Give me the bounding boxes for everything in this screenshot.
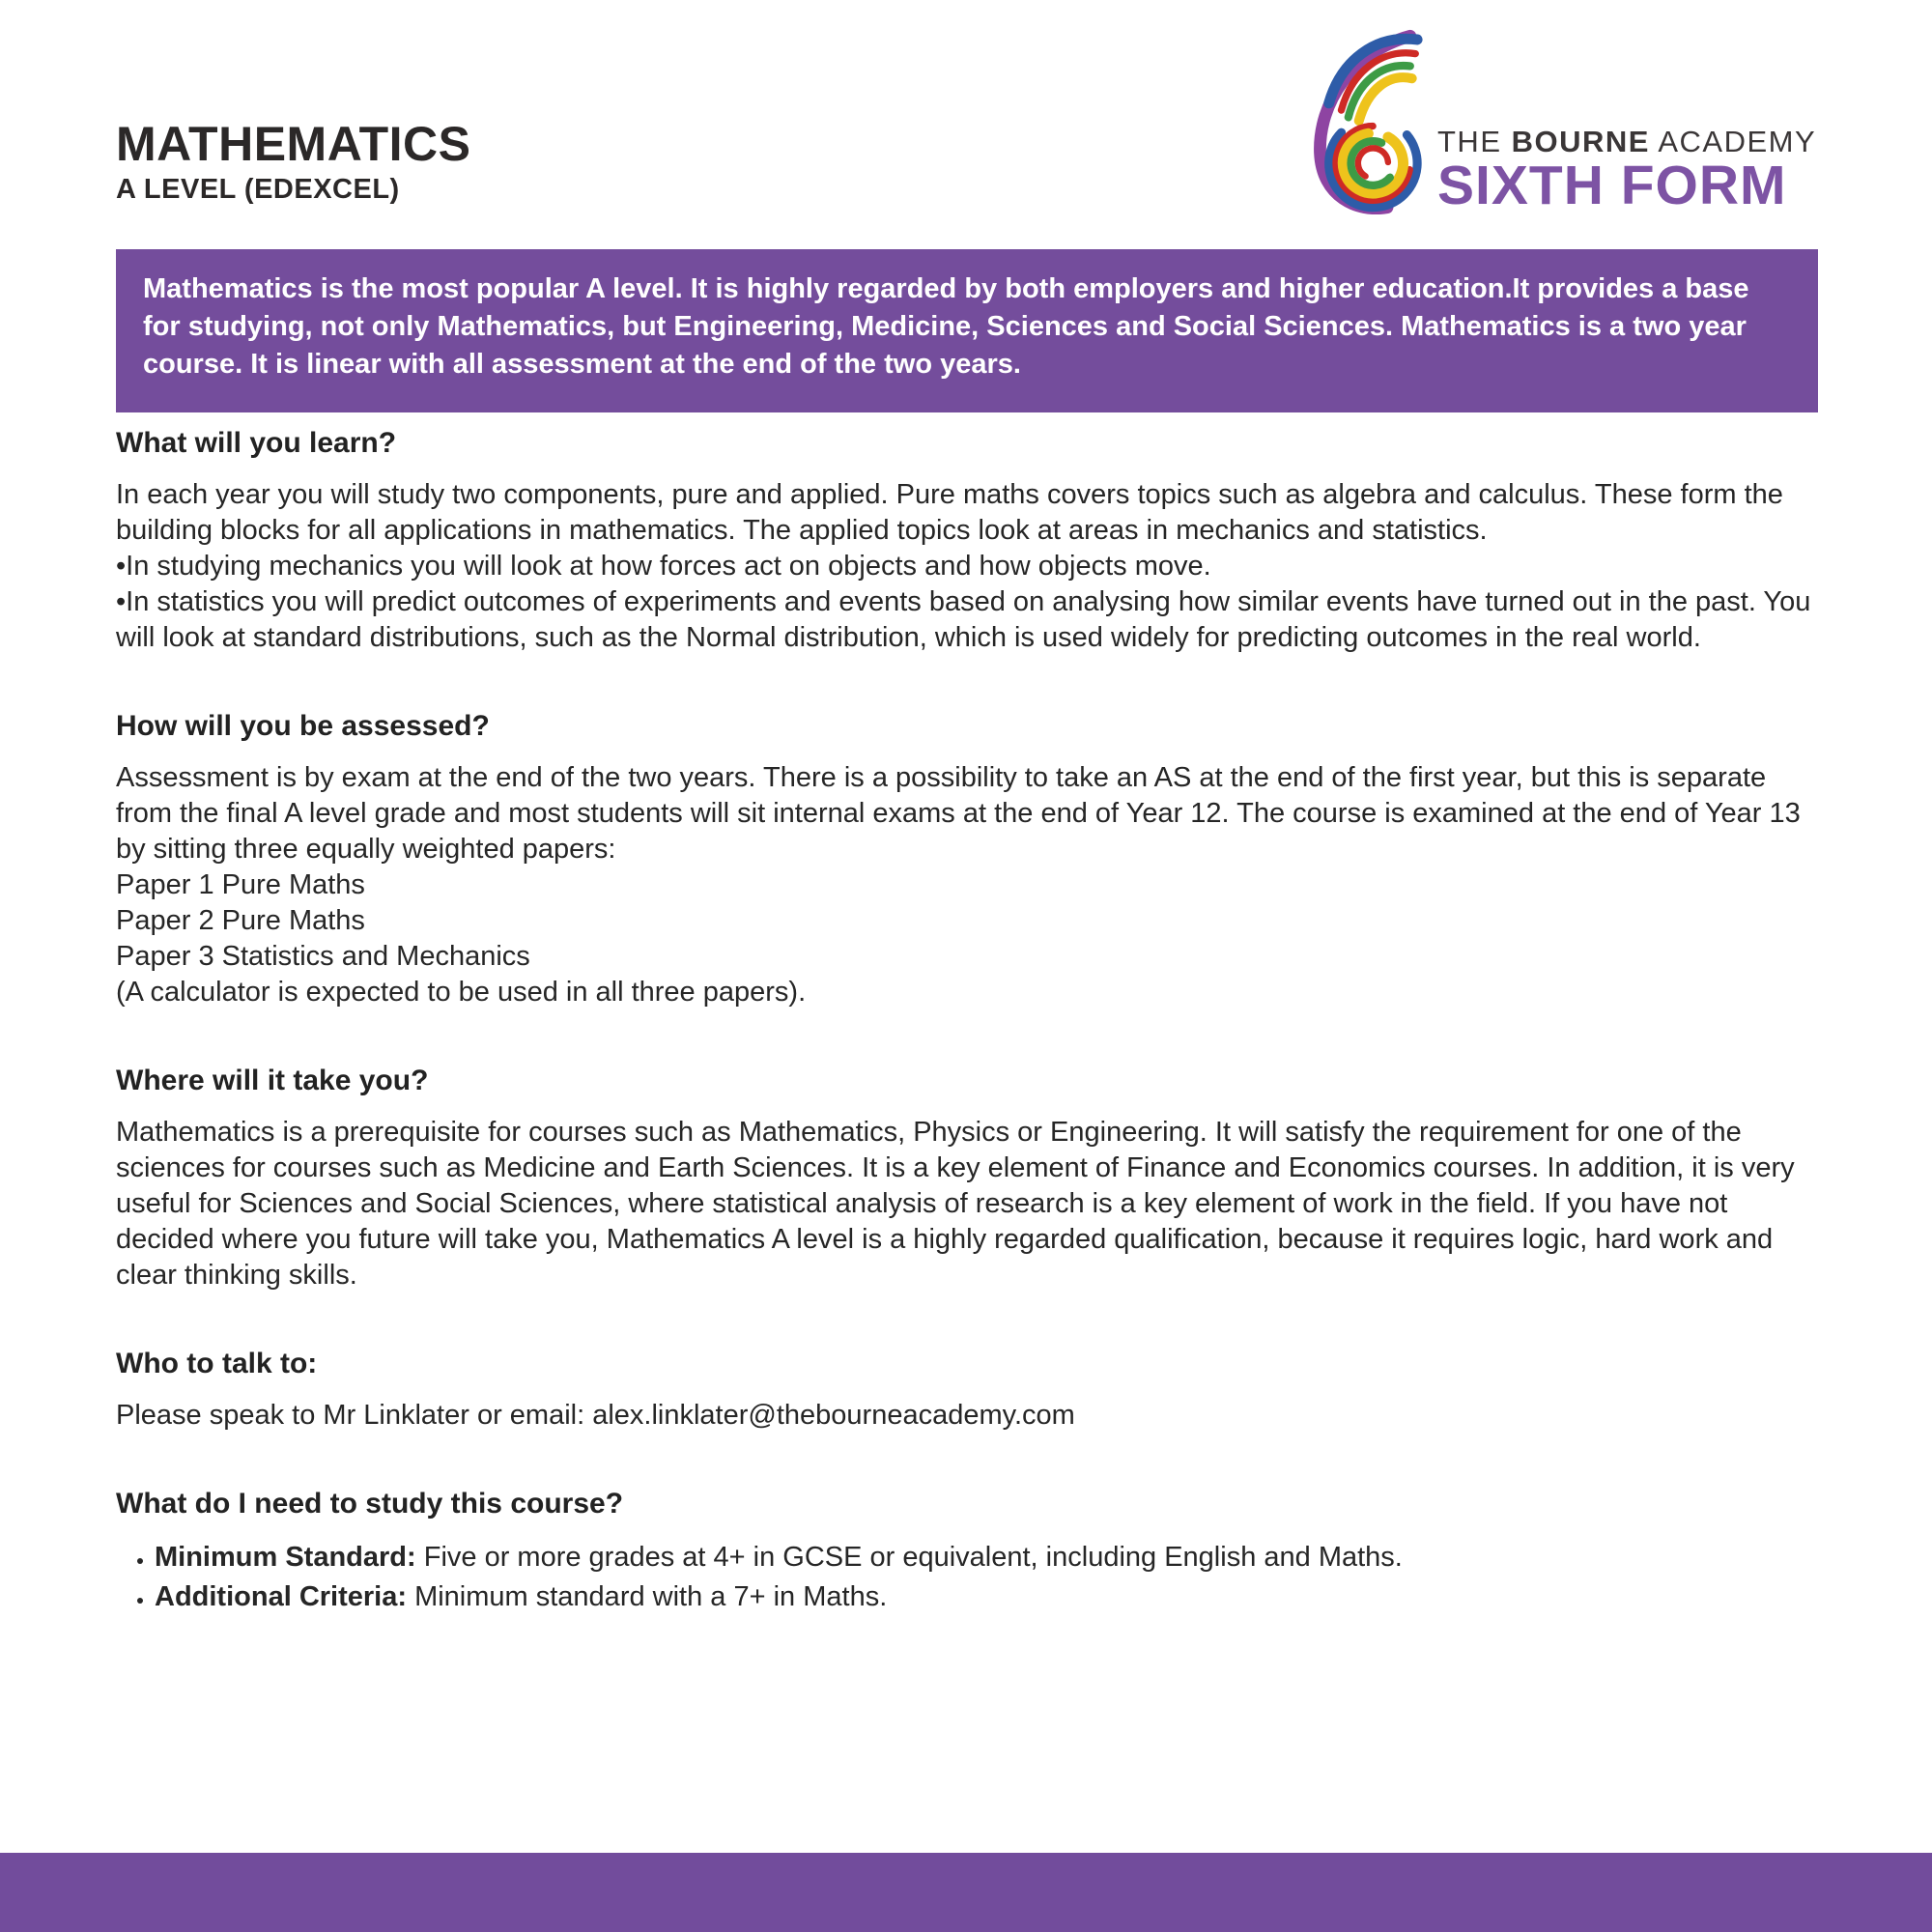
contact-line: Please speak to Mr Linklater or email: alex.linklater@thebourneacademy.com: [116, 1400, 1075, 1431]
section-how-assessed: [116, 708, 1818, 1010]
section-who-to-talk-to: [116, 1346, 1818, 1434]
paper-line: Paper 3 Statistics and Mechanics: [116, 941, 530, 972]
section-paragraph: •In studying mechanics you will look at how forces act on objects and how objects move.: [116, 551, 1211, 582]
academy-name-post: ACADEMY: [1649, 125, 1817, 158]
requirement-item: [155, 1538, 1818, 1577]
requirements-list: [116, 1538, 1818, 1617]
footer-bar: [0, 1853, 1932, 1932]
section-heading: What will you learn?: [116, 427, 397, 459]
section-heading: Who to talk to:: [116, 1348, 318, 1379]
section-entry-requirements: [116, 1486, 1818, 1617]
main-content: [116, 425, 1818, 1617]
section-what-will-you-learn: [116, 425, 1818, 656]
logo-wordmark: [1437, 125, 1817, 216]
academy-name-bold: BOURNE: [1511, 125, 1650, 158]
section-heading: What do I need to study this course?: [116, 1488, 624, 1520]
course-subtitle: A LEVEL (EDEXCEL): [116, 174, 400, 205]
paper-line: Paper 2 Pure Maths: [116, 905, 365, 936]
section-paragraph: In each year you will study two components, pure and applied. Pure maths covers topics such as algebra and calculus. These form the building blocks for all applications in mathematics. The applied topics look at areas in mechanics and statistics.: [116, 479, 1783, 546]
requirement-item: [155, 1577, 1818, 1617]
intro-banner-text: Mathematics is the most popular A level. It is highly regarded by both employers and higher education.It provides a base for studying, not only Mathematics, but Engineering, Medicine, Sciences and Social Sciences. Mathematics is a two year course. It is linear with all assessment at the end of the two years.: [143, 273, 1749, 380]
calculator-note: (A calculator is expected to be used in all three papers).: [116, 977, 807, 1008]
paper-line: Paper 1 Pure Maths: [116, 869, 365, 900]
header-title-block: [116, 118, 471, 206]
requirement-rest: Minimum standard with a 7+ in Maths.: [407, 1581, 888, 1612]
course-title: MATHEMATICS: [116, 117, 471, 171]
swirl-six-icon: [1294, 29, 1439, 214]
academy-name-pre: THE: [1437, 125, 1512, 158]
section-heading: How will you be assessed?: [116, 710, 490, 742]
academy-name: [1437, 126, 1816, 157]
section-where-take-you: [116, 1063, 1818, 1293]
section-paragraph: Assessment is by exam at the end of the two years. There is a possibility to take an AS at the end of the first year, but this is separate from the final A level grade and most students will sit internal exams at the end of Year 12. The course is examined at the end of Year 13 by sitting three equally weighted papers:: [116, 762, 1801, 865]
requirement-lead: Minimum Standard:: [155, 1542, 416, 1573]
section-paragraph: •In statistics you will predict outcomes of experiments and events based on analysing how similar events have turned out in the past. You will look at standard distributions, such as the Normal distribution, which is used widely for predicting outcomes in the real world.: [116, 586, 1811, 653]
sixth-form-logo: [1294, 27, 1835, 215]
section-heading: Where will it take you?: [116, 1065, 429, 1096]
requirement-lead: Additional Criteria:: [155, 1581, 408, 1612]
sixth-form-wordmark: SIXTH FORM: [1437, 155, 1787, 216]
requirement-rest: Five or more grades at 4+ in GCSE or equivalent, including English and Maths.: [415, 1542, 1403, 1573]
intro-banner: [116, 249, 1818, 412]
section-paragraph: Mathematics is a prerequisite for courses such as Mathematics, Physics or Engineering. It will satisfy the requirement for one of the sciences for courses such as Medicine and Earth Sciences. It is a key element of Finance and Economics courses. In addition, it is very useful for Sciences and Social Sciences, where statistical analysis of research is a key element of work in the field. If you have not decided where you future will take you, Mathematics A level is a highly regarded qualification, because it requires logic, hard work and clear thinking skills.: [116, 1117, 1795, 1291]
